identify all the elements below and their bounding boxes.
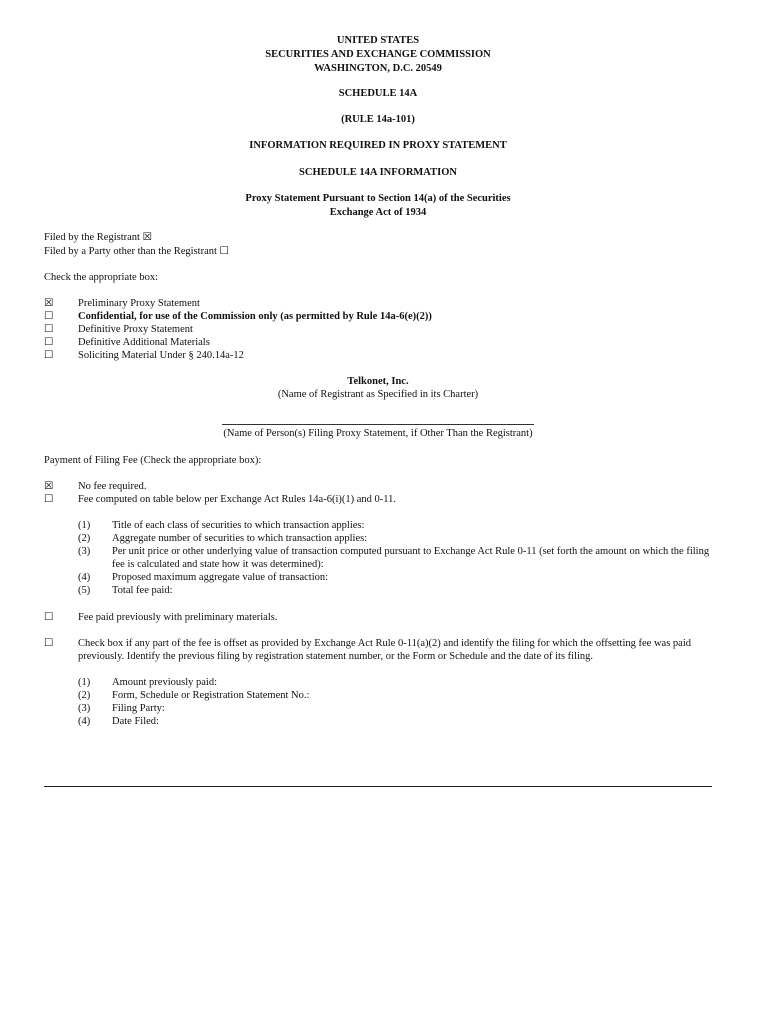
filed-by-other-party: Filed by a Party other than the Registrant ☐: [44, 246, 229, 257]
payment-prompt: Payment of Filing Fee (Check the appropriate box):: [44, 455, 262, 466]
option-checkbox: ☐: [44, 612, 54, 623]
option-checkbox: ☐: [44, 311, 54, 322]
header-block: [0, 34, 756, 76]
bottom-divider: [44, 786, 712, 787]
fee-item-number: (3): [78, 546, 91, 557]
option-label: Definitive Proxy Statement: [78, 324, 193, 335]
option-label: Fee computed on table below per Exchange Act Rules 14a-6(i)(1) and 0-11.: [78, 494, 397, 505]
option-label: Definitive Additional Materials: [78, 337, 210, 348]
option-checkbox: ☒: [44, 481, 54, 492]
filer-name-caption: (Name of Person(s) Filing Proxy Statement, if Other Than the Registrant): [223, 428, 533, 439]
fee-item-number: (5): [78, 585, 91, 596]
fee-item-number: (2): [78, 533, 91, 544]
rule-title: (RULE 14a-101): [341, 114, 415, 125]
fee-item-number: (4): [78, 572, 91, 583]
option-checkbox: ☐: [44, 324, 54, 335]
header-line-sec: SECURITIES AND EXCHANGE COMMISSION: [265, 49, 491, 60]
header-line-washington: WASHINGTON, D.C. 20549: [314, 63, 442, 74]
option-checkbox: ☐: [44, 638, 54, 649]
option-label: No fee required.: [78, 481, 147, 492]
filer-name-line: [222, 424, 534, 425]
offset-item-number: (1): [78, 677, 91, 688]
header-line-united-states: UNITED STATES: [336, 35, 420, 46]
fee-item-text: Per unit price or other underlying value of transaction computed pursuant to Exchange Act Rule 0-11 (set forth the amount on which the filing fee is calculated and state how it was determined):: [112, 546, 710, 570]
schedule-title: SCHEDULE 14A: [338, 88, 418, 99]
option-checkbox: ☐: [44, 494, 54, 505]
schedule-info-title: SCHEDULE 14A INFORMATION: [299, 167, 457, 178]
proxy-heading-line-2: Exchange Act of 1934: [329, 207, 427, 218]
fee-item-text: Title of each class of securities to which transaction applies:: [112, 520, 365, 531]
fee-item-text: Proposed maximum aggregate value of transaction:: [112, 572, 329, 583]
option-label: Fee paid previously with preliminary materials.: [78, 612, 278, 623]
offset-item-text: Filing Party:: [112, 703, 165, 714]
fee-item-text: Total fee paid:: [112, 585, 173, 596]
fee-offset-text: Check box if any part of the fee is offset as provided by Exchange Act Rule 0-11(a)(2) and identify the filing for which the offsetting fee was paid previously. Identify the previous filing by registration statement number, or the Form or Schedule and the date of its filing.: [78, 638, 691, 662]
offset-item-number: (4): [78, 716, 91, 727]
offset-item-number: (3): [78, 703, 91, 714]
proxy-statement-heading: [0, 192, 756, 220]
info-required-title: INFORMATION REQUIRED IN PROXY STATEMENT: [249, 140, 507, 151]
filed-by-registrant: Filed by the Registrant ☒: [44, 232, 152, 243]
offset-item-text: Amount previously paid:: [112, 677, 217, 688]
offset-item-text: Form, Schedule or Registration Statement No.:: [112, 690, 310, 701]
registrant-name: Telkonet, Inc.: [347, 376, 409, 387]
offset-item-number: (2): [78, 690, 91, 701]
fee-item-text: Aggregate number of securities to which transaction applies:: [112, 533, 368, 544]
option-checkbox: ☒: [44, 298, 54, 309]
option-label: Soliciting Material Under § 240.14a-12: [78, 350, 244, 361]
registrant-name-caption: (Name of Registrant as Specified in its Charter): [277, 389, 479, 400]
fee-item-number: (1): [78, 520, 91, 531]
option-label: Confidential, for use of the Commission only (as permitted by Rule 14a-6(e)(2)): [78, 311, 432, 322]
option-label: Preliminary Proxy Statement: [78, 298, 200, 309]
proxy-heading-line-1: Proxy Statement Pursuant to Section 14(a) of the Securities: [245, 193, 511, 204]
option-checkbox: ☐: [44, 350, 54, 361]
option-checkbox: ☐: [44, 337, 54, 348]
offset-item-text: Date Filed:: [112, 716, 159, 727]
check-box-prompt: Check the appropriate box:: [44, 272, 159, 283]
